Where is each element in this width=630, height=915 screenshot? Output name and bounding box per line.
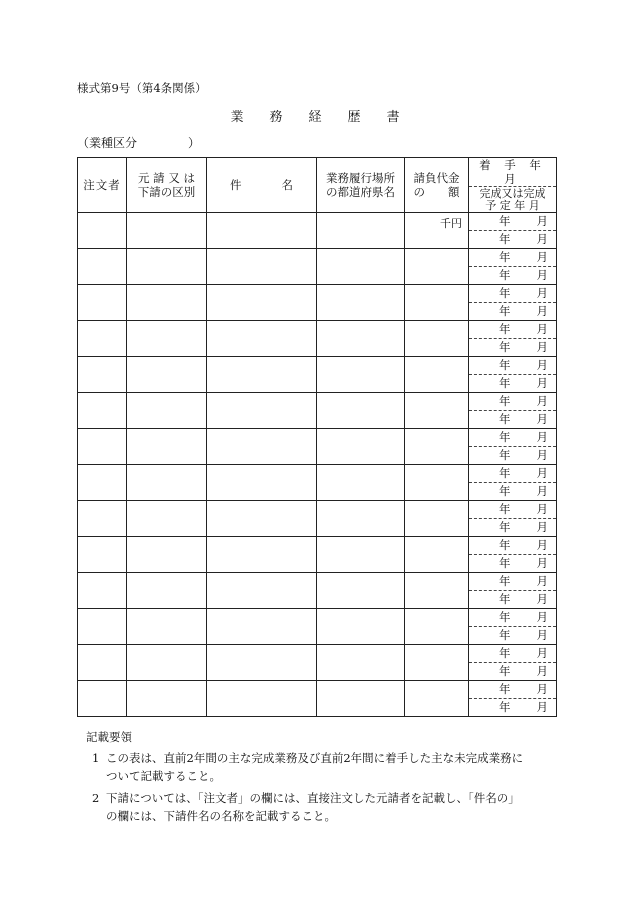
cell-contract-type[interactable] xyxy=(127,321,207,357)
cell-start-date[interactable] xyxy=(469,645,557,663)
cell-completion-date[interactable] xyxy=(469,411,557,429)
year-month xyxy=(499,610,548,624)
cell-start-date[interactable] xyxy=(469,357,557,375)
year-label: 年 xyxy=(499,448,511,462)
cell-completion-date[interactable] xyxy=(469,231,557,249)
header-name-char1: 件 xyxy=(230,178,242,192)
cell-start-date[interactable] xyxy=(469,285,557,303)
year-month xyxy=(499,502,548,516)
instruction-text: この表は、直前2年間の主な完成業務及び直前2年間に着手した主な未完成業務に xyxy=(106,751,524,765)
year-label: 年 xyxy=(499,520,511,534)
header-completion-date xyxy=(469,187,557,213)
year-label: 年 xyxy=(499,214,511,228)
instructions-title: 記載要領 xyxy=(86,730,132,744)
year-label: 年 xyxy=(499,646,511,660)
cell-project-name[interactable] xyxy=(207,249,317,285)
header-amount-l2: の 額 xyxy=(413,185,460,199)
cell-amount[interactable] xyxy=(405,645,469,681)
month-label: 月 xyxy=(536,286,548,300)
table-row xyxy=(78,681,557,699)
cell-location[interactable] xyxy=(317,249,405,285)
month-label: 月 xyxy=(536,484,548,498)
cell-start-date[interactable] xyxy=(469,393,557,411)
cell-contract-type[interactable] xyxy=(127,609,207,645)
instruction-number: 2 xyxy=(92,791,100,805)
header-contract-type-l1: 元 請 又 は xyxy=(138,171,195,185)
year-label: 年 xyxy=(499,556,511,570)
instruction-item xyxy=(86,749,566,785)
year-month xyxy=(499,340,548,354)
cell-location[interactable] xyxy=(317,213,405,249)
cell-project-name[interactable] xyxy=(207,285,317,321)
cell-contract-type[interactable] xyxy=(127,393,207,429)
cell-project-name[interactable] xyxy=(207,465,317,501)
month-label: 月 xyxy=(536,412,548,426)
cell-orderer[interactable] xyxy=(78,285,127,321)
month-label: 月 xyxy=(536,268,548,282)
business-category-label: （業種区分 xyxy=(77,136,138,150)
form-number: 様式第9号（第4条関係） xyxy=(77,81,207,95)
cell-location[interactable] xyxy=(317,465,405,501)
instruction-number: 1 xyxy=(92,751,100,765)
cell-location[interactable] xyxy=(317,357,405,393)
cell-completion-date[interactable] xyxy=(469,663,557,681)
cell-amount[interactable] xyxy=(405,429,469,465)
cell-orderer[interactable] xyxy=(78,429,127,465)
table-row xyxy=(78,609,557,627)
cell-contract-type[interactable] xyxy=(127,213,207,249)
year-month xyxy=(499,232,548,246)
cell-orderer[interactable] xyxy=(78,537,127,573)
month-label: 月 xyxy=(536,358,548,372)
year-label: 年 xyxy=(499,700,511,714)
year-label: 年 xyxy=(499,682,511,696)
year-label: 年 xyxy=(499,610,511,624)
year-month xyxy=(499,322,548,336)
month-label: 月 xyxy=(536,502,548,516)
year-month xyxy=(499,304,548,318)
cell-location[interactable] xyxy=(317,501,405,537)
cell-orderer[interactable] xyxy=(78,213,127,249)
header-start-date: 着 手 年 月 xyxy=(469,158,557,187)
month-label: 月 xyxy=(536,520,548,534)
cell-contract-type[interactable] xyxy=(127,681,207,717)
cell-orderer[interactable] xyxy=(78,501,127,537)
instruction-text-cont: の欄には、下請件名の名称を記載すること。 xyxy=(106,809,336,823)
header-contract-amount xyxy=(405,158,469,213)
header-location-l1: 業務履行場所 xyxy=(326,171,395,185)
header-contract-type xyxy=(127,158,207,213)
year-label: 年 xyxy=(499,358,511,372)
cell-amount[interactable] xyxy=(405,465,469,501)
instruction-item xyxy=(86,789,566,825)
amount-unit: 千円 xyxy=(440,217,462,230)
cell-orderer[interactable] xyxy=(78,681,127,717)
year-month xyxy=(499,286,548,300)
cell-amount[interactable] xyxy=(405,537,469,573)
month-label: 月 xyxy=(536,376,548,390)
instruction-text: 下請については、「注文者」の欄には、直接注文した元請者を記載し、「件名の」 xyxy=(106,791,520,805)
cell-project-name[interactable] xyxy=(207,501,317,537)
year-label: 年 xyxy=(499,322,511,336)
cell-amount[interactable] xyxy=(405,357,469,393)
cell-completion-date[interactable] xyxy=(469,519,557,537)
month-label: 月 xyxy=(536,682,548,696)
year-month xyxy=(499,250,548,264)
cell-orderer[interactable] xyxy=(78,393,127,429)
table-row xyxy=(78,573,557,591)
year-month xyxy=(499,592,548,606)
cell-start-date[interactable] xyxy=(469,537,557,555)
month-label: 月 xyxy=(536,430,548,444)
header-end-l2: 予 定 年 月 xyxy=(485,198,540,212)
year-month xyxy=(499,268,548,282)
table-row xyxy=(78,393,557,411)
cell-orderer[interactable] xyxy=(78,609,127,645)
month-label: 月 xyxy=(536,574,548,588)
table-row xyxy=(78,465,557,483)
month-label: 月 xyxy=(536,394,548,408)
cell-contract-type[interactable] xyxy=(127,465,207,501)
year-label: 年 xyxy=(499,538,511,552)
cell-completion-date[interactable] xyxy=(469,591,557,609)
cell-project-name[interactable] xyxy=(207,681,317,717)
cell-start-date[interactable] xyxy=(469,573,557,591)
year-month xyxy=(499,376,548,390)
cell-completion-date[interactable] xyxy=(469,267,557,285)
year-month xyxy=(499,412,548,426)
year-label: 年 xyxy=(499,466,511,480)
cell-location[interactable] xyxy=(317,285,405,321)
cell-amount[interactable] xyxy=(405,501,469,537)
cell-completion-date[interactable] xyxy=(469,555,557,573)
instructions xyxy=(86,728,566,829)
year-month xyxy=(499,358,548,372)
month-label: 月 xyxy=(536,448,548,462)
year-label: 年 xyxy=(499,430,511,444)
cell-project-name[interactable] xyxy=(207,573,317,609)
cell-location[interactable] xyxy=(317,609,405,645)
month-label: 月 xyxy=(536,214,548,228)
year-label: 年 xyxy=(499,574,511,588)
cell-project-name[interactable] xyxy=(207,537,317,573)
cell-amount[interactable] xyxy=(405,213,469,249)
cell-contract-type[interactable] xyxy=(127,429,207,465)
instruction-text-cont: ついて記載すること。 xyxy=(106,769,221,783)
business-category xyxy=(77,134,201,151)
cell-project-name[interactable] xyxy=(207,321,317,357)
header-location-l2: の都道府県名 xyxy=(326,185,395,199)
cell-completion-date[interactable] xyxy=(469,483,557,501)
cell-location[interactable] xyxy=(317,393,405,429)
year-label: 年 xyxy=(499,250,511,264)
table-row xyxy=(78,285,557,303)
year-month xyxy=(499,484,548,498)
year-label: 年 xyxy=(499,340,511,354)
year-month xyxy=(499,682,548,696)
cell-completion-date[interactable] xyxy=(469,375,557,393)
header-end-l1: 完成又は完成 xyxy=(479,186,546,200)
year-label: 年 xyxy=(499,286,511,300)
cell-orderer[interactable] xyxy=(78,573,127,609)
cell-contract-type[interactable] xyxy=(127,645,207,681)
cell-start-date[interactable] xyxy=(469,501,557,519)
year-label: 年 xyxy=(499,268,511,282)
month-label: 月 xyxy=(536,322,548,336)
year-label: 年 xyxy=(499,592,511,606)
cell-completion-date[interactable] xyxy=(469,303,557,321)
year-label: 年 xyxy=(499,628,511,642)
month-label: 月 xyxy=(536,646,548,660)
cell-location[interactable] xyxy=(317,537,405,573)
cell-orderer[interactable] xyxy=(78,645,127,681)
month-label: 月 xyxy=(536,610,548,624)
cell-location[interactable] xyxy=(317,645,405,681)
cell-start-date[interactable] xyxy=(469,249,557,267)
cell-start-date[interactable] xyxy=(469,321,557,339)
month-label: 月 xyxy=(536,556,548,570)
cell-start-date[interactable] xyxy=(469,681,557,699)
year-month xyxy=(499,466,548,480)
cell-project-name[interactable] xyxy=(207,429,317,465)
cell-location[interactable] xyxy=(317,321,405,357)
header-amount-l1: 請負代金 xyxy=(413,171,460,185)
header-contract-type-l2: 下請の区別 xyxy=(137,185,196,199)
cell-contract-type[interactable] xyxy=(127,249,207,285)
month-label: 月 xyxy=(536,466,548,480)
cell-start-date[interactable] xyxy=(469,609,557,627)
business-category-close: ） xyxy=(188,136,201,150)
table-row xyxy=(78,429,557,447)
header-name-char2: 名 xyxy=(281,178,293,192)
cell-amount[interactable] xyxy=(405,573,469,609)
year-month xyxy=(499,646,548,660)
cell-contract-type[interactable] xyxy=(127,537,207,573)
cell-project-name[interactable] xyxy=(207,213,317,249)
year-label: 年 xyxy=(499,394,511,408)
month-label: 月 xyxy=(536,304,548,318)
cell-contract-type[interactable] xyxy=(127,285,207,321)
year-month xyxy=(499,664,548,678)
cell-location[interactable] xyxy=(317,573,405,609)
year-label: 年 xyxy=(499,484,511,498)
table-row xyxy=(78,537,557,555)
cell-amount[interactable] xyxy=(405,321,469,357)
month-label: 月 xyxy=(536,628,548,642)
year-month xyxy=(499,394,548,408)
cell-project-name[interactable] xyxy=(207,393,317,429)
cell-amount[interactable] xyxy=(405,681,469,717)
year-label: 年 xyxy=(499,664,511,678)
cell-completion-date[interactable] xyxy=(469,339,557,357)
document-title: 業 務 経 歴 書 xyxy=(230,110,400,125)
year-label: 年 xyxy=(499,412,511,426)
month-label: 月 xyxy=(536,592,548,606)
month-label: 月 xyxy=(536,664,548,678)
month-label: 月 xyxy=(536,700,548,714)
cell-contract-type[interactable] xyxy=(127,573,207,609)
month-label: 月 xyxy=(536,340,548,354)
header-project-name xyxy=(207,158,317,213)
cell-orderer[interactable] xyxy=(78,465,127,501)
table-row xyxy=(78,645,557,663)
year-month xyxy=(499,556,548,570)
year-month xyxy=(499,520,548,534)
table-row xyxy=(78,357,557,375)
year-month xyxy=(499,448,548,462)
month-label: 月 xyxy=(536,232,548,246)
year-label: 年 xyxy=(499,502,511,516)
cell-start-date[interactable] xyxy=(469,429,557,447)
year-label: 年 xyxy=(499,232,511,246)
year-month xyxy=(499,628,548,642)
month-label: 月 xyxy=(536,538,548,552)
year-month xyxy=(499,538,548,552)
work-history-table xyxy=(77,157,557,717)
year-label: 年 xyxy=(499,304,511,318)
cell-project-name[interactable] xyxy=(207,645,317,681)
cell-amount[interactable] xyxy=(405,285,469,321)
cell-completion-date[interactable] xyxy=(469,627,557,645)
year-label: 年 xyxy=(499,376,511,390)
cell-contract-type[interactable] xyxy=(127,501,207,537)
cell-start-date[interactable] xyxy=(469,465,557,483)
year-month xyxy=(499,214,548,228)
month-label: 月 xyxy=(536,250,548,264)
cell-completion-date[interactable] xyxy=(469,447,557,465)
year-month xyxy=(499,700,548,714)
header-location xyxy=(317,158,405,213)
table-row xyxy=(78,213,557,231)
table-row xyxy=(78,321,557,339)
cell-project-name[interactable] xyxy=(207,357,317,393)
cell-amount[interactable] xyxy=(405,393,469,429)
year-month xyxy=(499,430,548,444)
year-month xyxy=(499,574,548,588)
cell-location[interactable] xyxy=(317,429,405,465)
table-row xyxy=(78,501,557,519)
cell-start-date[interactable] xyxy=(469,213,557,231)
cell-orderer[interactable] xyxy=(78,249,127,285)
cell-contract-type[interactable] xyxy=(127,357,207,393)
cell-project-name[interactable] xyxy=(207,609,317,645)
cell-orderer[interactable] xyxy=(78,321,127,357)
cell-amount[interactable] xyxy=(405,609,469,645)
cell-amount[interactable] xyxy=(405,249,469,285)
cell-location[interactable] xyxy=(317,681,405,717)
table-row xyxy=(78,249,557,267)
header-orderer: 注文者 xyxy=(78,158,127,213)
cell-completion-date[interactable] xyxy=(469,699,557,717)
cell-orderer[interactable] xyxy=(78,357,127,393)
